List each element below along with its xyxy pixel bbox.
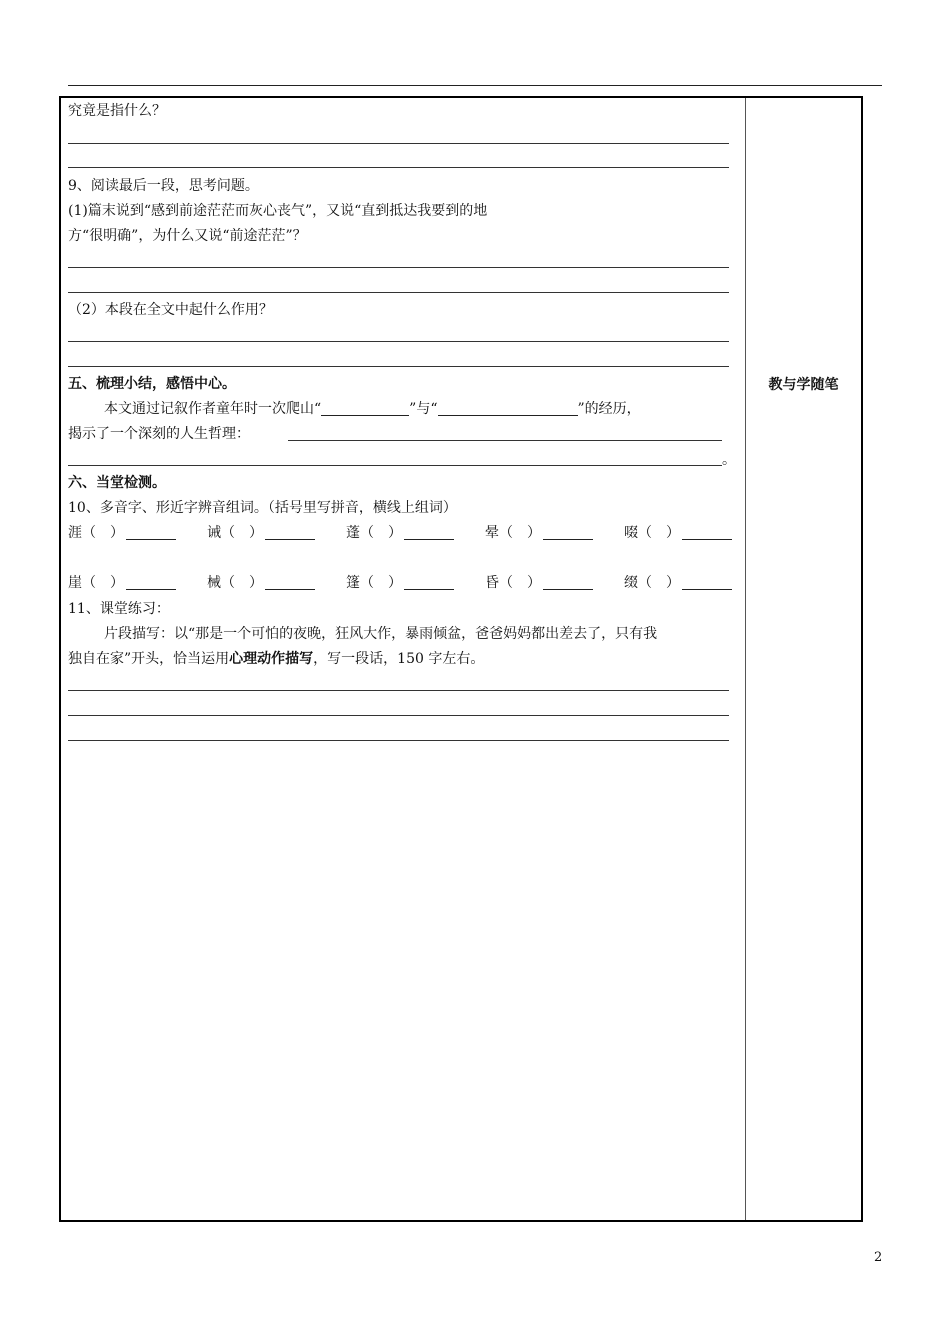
- paren-close: ）: [527, 525, 541, 541]
- paren-close: ）: [249, 575, 263, 591]
- philosophy-blank[interactable]: [288, 440, 722, 441]
- word-blank[interactable]: [126, 525, 176, 540]
- column-divider: [745, 98, 746, 1220]
- answer-line[interactable]: [68, 690, 729, 691]
- summary-blank-2[interactable]: [438, 401, 578, 416]
- char: 啜: [624, 525, 638, 541]
- section6-title: 六、当堂检测。: [68, 475, 166, 491]
- q10-text: 10、多音字、形近字辨音组词。（括号里写拼音，横线上组词）: [68, 500, 457, 516]
- summary-text-a: 本文通过记叙作者童年时一次爬山“: [104, 401, 322, 417]
- summary-line2: 揭示了一个深刻的人生哲理：: [68, 426, 250, 442]
- paren-close: ）: [249, 525, 263, 541]
- summary-text-c: ”的经历，: [577, 401, 641, 417]
- word-blank[interactable]: [404, 575, 454, 590]
- char: 涯: [68, 525, 82, 541]
- char-group: [624, 524, 732, 542]
- q8-tail: 究竟是指什么？: [68, 103, 166, 119]
- char-group: [485, 574, 593, 592]
- char-group: [207, 524, 315, 542]
- paren-close: ）: [527, 575, 541, 591]
- answer-line[interactable]: [68, 143, 729, 144]
- char: 蓬: [346, 525, 360, 541]
- char-row-1: [68, 524, 738, 542]
- summary-line1: [104, 400, 641, 418]
- paren-open: （: [82, 525, 96, 541]
- word-blank[interactable]: [682, 525, 732, 540]
- q11-text: 11、课堂练习：: [68, 601, 170, 617]
- paren-open: （: [221, 525, 235, 541]
- paren-open: （: [499, 575, 513, 591]
- word-blank[interactable]: [682, 575, 732, 590]
- philosophy-blank-cont[interactable]: [68, 465, 722, 466]
- paren-open: （: [360, 525, 374, 541]
- paren-open: （: [499, 525, 513, 541]
- char-group: [346, 574, 454, 592]
- char-group: [68, 574, 176, 592]
- paren-open: （: [638, 575, 652, 591]
- sidebar-title: 教与学随笔: [768, 377, 839, 393]
- paren-open: （: [638, 525, 652, 541]
- char: 缀: [624, 575, 638, 591]
- char-group: [68, 524, 176, 542]
- task-emphasis: 心理动作描写: [229, 651, 314, 667]
- word-blank[interactable]: [543, 575, 593, 590]
- answer-line[interactable]: [68, 341, 729, 342]
- section5-title: 五、梳理小结，感悟中心。: [68, 376, 236, 392]
- end-mark: 。: [722, 452, 736, 468]
- char: 昏: [485, 575, 499, 591]
- word-blank[interactable]: [126, 575, 176, 590]
- word-blank[interactable]: [265, 575, 315, 590]
- paren-close: ）: [666, 575, 680, 591]
- char: 诫: [207, 525, 221, 541]
- task-line1: 片段描写：以“那是一个可怕的夜晚，狂风大作，暴雨倾盆，爸爸妈妈都出差去了，只有我: [104, 626, 658, 642]
- summary-blank-1[interactable]: [321, 401, 409, 416]
- char-group: [624, 574, 732, 592]
- answer-line[interactable]: [68, 267, 729, 268]
- char-group: [207, 574, 315, 592]
- char: 篷: [346, 575, 360, 591]
- word-blank[interactable]: [543, 525, 593, 540]
- q9-part1-line1: (1)篇末说到“感到前途茫茫而灰心丧气”，又说“直到抵达我要到的地: [68, 203, 488, 219]
- q9-part2: （2）本段在全文中起什么作用？: [68, 302, 273, 318]
- answer-line[interactable]: [68, 292, 729, 293]
- paren-close: ）: [388, 525, 402, 541]
- paren-open: （: [360, 575, 374, 591]
- answer-line[interactable]: [68, 715, 729, 716]
- char-row-2: [68, 574, 738, 592]
- task-text-c: ，写一段话，150 字左右。: [313, 651, 485, 667]
- answer-line[interactable]: [68, 366, 729, 367]
- answer-line[interactable]: [68, 167, 729, 168]
- summary-text-b: ”与“: [409, 401, 438, 417]
- paren-close: ）: [110, 575, 124, 591]
- char: 崖: [68, 575, 82, 591]
- char: 晕: [485, 525, 499, 541]
- page-number: 2: [874, 1250, 883, 1265]
- char-group: [346, 524, 454, 542]
- answer-line[interactable]: [68, 740, 729, 741]
- word-blank[interactable]: [265, 525, 315, 540]
- word-blank[interactable]: [404, 525, 454, 540]
- paren-close: ）: [388, 575, 402, 591]
- char-group: [485, 524, 593, 542]
- paren-open: （: [221, 575, 235, 591]
- q9-title: 9、阅读最后一段，思考问题。: [68, 178, 259, 194]
- paren-close: ）: [110, 525, 124, 541]
- paren-open: （: [82, 575, 96, 591]
- q9-part1-line2: 方“很明确”，为什么又说“前途茫茫”？: [68, 228, 307, 244]
- task-line2: [68, 650, 484, 668]
- paren-close: ）: [666, 525, 680, 541]
- header-rule: [68, 85, 882, 86]
- char: 械: [207, 575, 221, 591]
- task-text-a: 独自在家”开头，恰当运用: [68, 651, 230, 667]
